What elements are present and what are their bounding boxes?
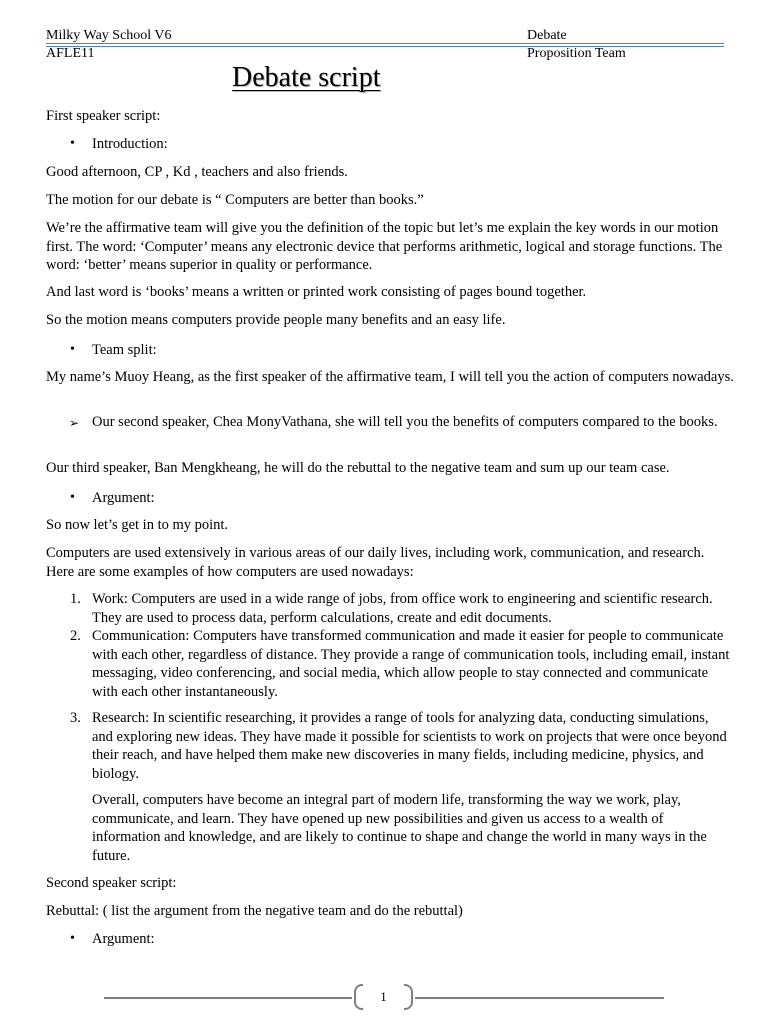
- bullet-introduction: Introduction:: [92, 136, 168, 152]
- header-school: Milky Way School V6: [46, 28, 172, 43]
- arrow-bullet-icon: ➢: [69, 416, 80, 430]
- bullet-icon: •: [70, 490, 75, 505]
- list-item: Research: In scientific researching, it provides a range of tools for analyzing data, conducting simulations, and exploring new ideas. They have made it possible for scientists to work on projects that were once beyond their reach, and have helped them make new discoveries in many fields, including medicine, physics, and biology.: [92, 710, 727, 782]
- page-title: Debate script: [232, 62, 381, 93]
- bullet-icon: •: [70, 136, 75, 151]
- point-intro-paragraph: So now let’s get in to my point.: [46, 517, 229, 533]
- greeting-paragraph: Good afternoon, CP , Kd , teachers and also friends.: [46, 164, 348, 180]
- list-number: 2.: [70, 628, 81, 644]
- motion-paragraph: The motion for our debate is “ Computers are better than books.”: [46, 192, 424, 208]
- third-speaker-paragraph: Our third speaker, Ban Mengkheang, he will do the rebuttal to the negative team and sum up our team case.: [46, 460, 670, 476]
- footer-rule-right: [415, 997, 664, 999]
- list-number: 1.: [70, 591, 81, 607]
- header-subject: Debate: [527, 28, 567, 43]
- footer-brace-left: [354, 984, 363, 1010]
- bullet-argument: Argument:: [92, 490, 155, 506]
- motion-meaning-paragraph: So the motion means computers provide people many benefits and an easy life.: [46, 312, 506, 328]
- bullet-icon: •: [70, 342, 75, 357]
- header-class: AFLE11: [46, 46, 95, 61]
- bullet-argument-2: Argument:: [92, 931, 155, 947]
- list-number: 3.: [70, 710, 81, 726]
- page-number: 1: [380, 989, 387, 1004]
- first-speaker-heading: First speaker script:: [46, 108, 161, 124]
- list-item: Communication: Computers have transformed communication and made it easier for people to communicate with each other, regardless of distance. They provide a range of communication tools, including email, instant messaging, video conferencing, and social media, which allow people to stay connected and communicate with each other instantaneously.: [92, 628, 730, 700]
- overall-paragraph: Overall, computers have become an integral part of modern life, transforming the way we work, play, communicate, and learn. They have opened up new possibilities and given us access to a wealth of information and knowledge, and are likely to continue to shape and change the world in many ways in the future.: [92, 792, 707, 864]
- footer-rule-left: [104, 997, 352, 999]
- computers-intro-paragraph: Computers are used extensively in various areas of our daily lives, including work, communication, and research. Here are some examples of how computers are used nowadays:: [46, 545, 705, 580]
- footer-brace-right: [404, 984, 413, 1010]
- second-speaker-paragraph: Our second speaker, Chea MonyVathana, she will tell you the benefits of computers compared to the books.: [92, 414, 718, 430]
- definition-paragraph: We’re the affirmative team will give you the definition of the topic but let’s me explain the key words in our motion first. The word: ‘Computer’ means any electronic device that performs arithmetic, logical and storage functions. The word: ‘better’ means superior in quality or performance.: [46, 220, 723, 273]
- bullet-team-split: Team split:: [92, 342, 157, 358]
- header-team: Proposition Team: [527, 46, 626, 61]
- bullet-icon: •: [70, 931, 75, 946]
- rebuttal-paragraph: Rebuttal: ( list the argument from the negative team and do the rebuttal): [46, 903, 463, 919]
- header-rule-top: [46, 43, 724, 44]
- first-speaker-intro: My name’s Muoy Heang, as the first speaker of the affirmative team, I will tell you the action of computers nowadays.: [46, 369, 734, 385]
- second-speaker-heading: Second speaker script:: [46, 875, 177, 891]
- list-item: Work: Computers are used in a wide range of jobs, from office work to engineering and scientific research. They are used to process data, perform calculations, create and edit documents.: [92, 591, 713, 626]
- books-definition-paragraph: And last word is ‘books’ means a written or printed work consisting of pages bound together.: [46, 284, 587, 300]
